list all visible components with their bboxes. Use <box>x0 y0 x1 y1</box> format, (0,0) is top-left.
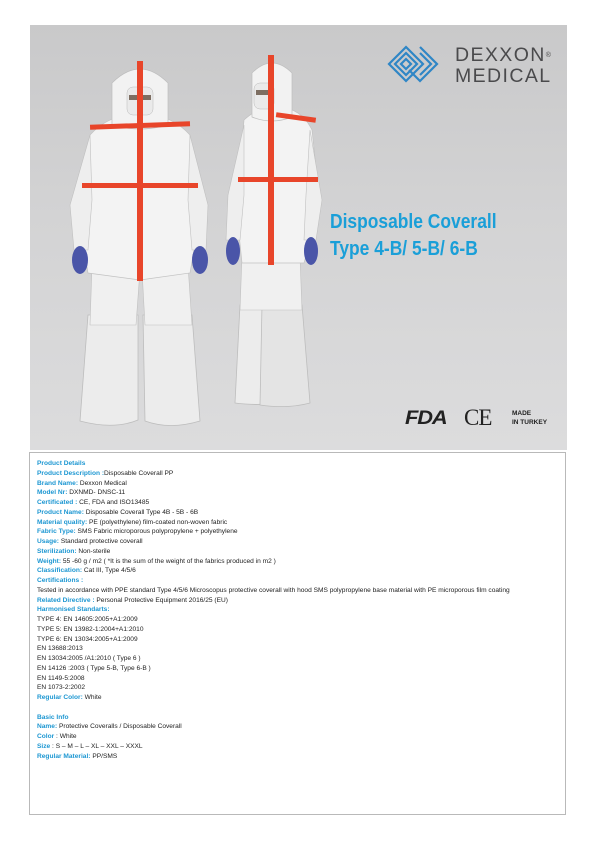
detail-product-name <box>37 508 558 518</box>
detail-label: Classification: <box>37 567 83 575</box>
detail-label: Weight: <box>37 557 62 565</box>
detail-value: PP/SMS <box>90 752 118 760</box>
standard-item: EN 14126 :2003 ( Type 5-B, Type 6-B ) <box>37 664 151 672</box>
detail-value: PE (polyethylene) film-coated non-woven fabric <box>87 518 228 526</box>
detail-tested-text: Tested in accordance with PPE standard Type 4/5/6 Microscopus protective coverall with hood SMS polypropylene base material with PE microporous film coating <box>37 586 510 594</box>
brand-name <box>455 45 552 87</box>
detail-value: 55 -60 g / m2 ( *It is the sum of the weight of the fabrics produced in m2 ) <box>61 557 276 565</box>
detail-label: Usage: <box>37 538 59 545</box>
detail-model <box>37 488 558 498</box>
detail-certifications-label: Certifications : <box>37 577 84 584</box>
detail-description <box>37 469 558 479</box>
basic-info-header: Basic Info <box>37 713 69 721</box>
basic-size <box>37 742 558 752</box>
fda-logo: FDA <box>405 408 447 429</box>
detail-value: White <box>82 694 102 701</box>
coverall-photo <box>30 25 330 450</box>
standard-item: EN 13034:2005 /A1:2010 ( Type 6 ) <box>37 655 141 662</box>
coverall-side-figure <box>226 55 322 407</box>
brand-line-1: DEXXON <box>455 44 546 66</box>
detail-material <box>37 518 558 528</box>
standard-item: EN 13688:2013 <box>37 645 83 653</box>
detail-value: Disposable Coverall PP <box>104 469 174 477</box>
detail-value: : White <box>54 733 77 740</box>
standard-item: TYPE 5: EN 13982-1:2004+A1:2010 <box>37 625 144 633</box>
title-line-1: Disposable Coverall <box>330 210 497 233</box>
detail-value: Standard protective coverall <box>59 538 143 545</box>
brand-logo <box>385 43 565 88</box>
standard-item: EN 1073-2:2002 <box>37 684 86 692</box>
detail-value: CE, FDA and ISO13485 <box>77 499 150 506</box>
made-in-turkey-label <box>512 409 547 431</box>
detail-label: Certificated : <box>37 499 78 506</box>
spacer <box>37 703 558 713</box>
detail-value: Protective Coveralls / Disposable Coverall <box>57 723 182 731</box>
basic-material <box>37 752 558 762</box>
detail-fabric <box>37 527 558 537</box>
detail-certificated <box>37 498 558 508</box>
detail-label: Material quality: <box>37 518 88 526</box>
made-line-2: IN TURKEY <box>512 419 548 426</box>
detail-label: Related Directive : <box>37 596 95 604</box>
registered-mark: ® <box>545 52 553 59</box>
detail-harmonised-label: Harmonised Standarts: <box>37 606 110 614</box>
detail-regular-color <box>37 693 558 703</box>
detail-value: : S – M – L – XL – XXL – XXXL <box>50 742 143 750</box>
detail-label: Brand Name: <box>37 479 79 487</box>
coverall-front-figure <box>70 61 208 426</box>
detail-label: Size <box>37 742 51 750</box>
standard-item: TYPE 6: EN 13034:2005+A1:2009 <box>37 635 138 643</box>
product-banner <box>30 25 567 450</box>
detail-weight <box>37 557 558 567</box>
made-line-1: MADE <box>512 410 532 417</box>
detail-label: Color <box>37 733 55 740</box>
detail-label: Product Name: <box>37 508 84 516</box>
detail-label: Model Nr: <box>37 489 68 497</box>
detail-label: Regular Material: <box>37 752 91 760</box>
title-line-2: Type 4-B/ 5-B/ 6-B <box>330 237 478 260</box>
detail-usage <box>37 537 558 547</box>
product-details-header: Product Details <box>37 460 86 467</box>
detail-label: Sterilization: <box>37 547 77 555</box>
detail-value: Personal Protective Equipment 2016/25 (EU) <box>94 596 228 604</box>
detail-value: Disposable Coverall Type 4B - 5B - 6B <box>83 508 199 516</box>
basic-color <box>37 732 558 742</box>
detail-label: Product Description : <box>37 469 105 477</box>
detail-value: Cat III, Type 4/5/6 <box>82 567 136 575</box>
detail-label: Fabric Type: <box>37 528 76 536</box>
detail-directive <box>37 596 558 606</box>
brand-line-2: MEDICAL <box>455 65 552 87</box>
standard-item: EN 1149-5:2008 <box>37 674 85 682</box>
detail-value: DXNMD- DNSC-11 <box>67 489 126 497</box>
basic-name <box>37 722 558 732</box>
detail-value: Non-sterile <box>76 547 111 555</box>
dexxon-diamond-icon <box>385 43 441 85</box>
detail-value: Dexxon Medical <box>78 479 127 487</box>
ce-mark: CE <box>464 405 492 430</box>
detail-value: SMS Fabric microporous polypropylene + polyethylene <box>75 528 238 536</box>
detail-brand <box>37 479 558 489</box>
standard-item: TYPE 4: EN 14605:2005+A1:2009 <box>37 616 138 623</box>
detail-sterilization <box>37 547 558 557</box>
detail-label: Name: <box>37 723 58 731</box>
detail-classification <box>37 566 558 576</box>
product-title <box>330 208 526 262</box>
product-details-box <box>29 452 566 815</box>
detail-label: Regular Color: <box>37 694 83 701</box>
